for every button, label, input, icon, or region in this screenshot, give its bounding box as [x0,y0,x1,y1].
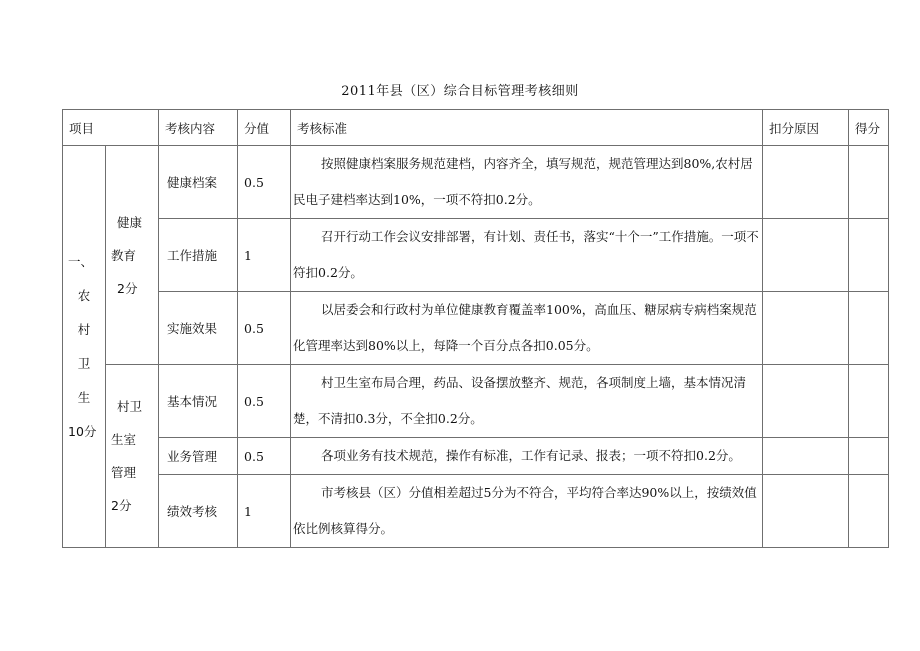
group-line: 健康 [117,214,143,230]
standard-text: 村卫生室布局合理，药品、设备摆放整齐、规范，各项制度上墙，基本情况清楚，不清扣0.3分，不全扣0.2分。 [293,375,747,426]
group-cell-health-education [106,146,159,365]
score-cell: 1 [238,475,291,548]
group-line: 教育 [111,247,137,263]
standard-cell [291,146,763,219]
header-deduction-reason: 扣分原因 [763,110,849,146]
score-cell: 0.5 [238,438,291,475]
header-standard: 考核标准 [291,110,763,146]
table-row [63,365,889,438]
score-cell: 0.5 [238,146,291,219]
category-cell [63,146,106,548]
standard-cell [291,475,763,548]
content-cell: 业务管理 [159,438,238,475]
header-score: 分值 [238,110,291,146]
standard-cell [291,219,763,292]
standard-text: 召开行动工作会议安排部署，有计划、责任书，落实“十个一”工作措施。一项不符扣0.2分。 [293,229,759,280]
standard-text: 市考核县（区）分值相差超过5分为不符合，平均符合率达90%以上，按绩效值依比例核算得分。 [293,485,757,536]
content-cell: 基本情况 [159,365,238,438]
standard-cell [291,365,763,438]
header-item: 项目 [63,110,159,146]
content-cell: 实施效果 [159,292,238,365]
deduction-reason-cell[interactable] [763,365,849,438]
table-row [63,438,889,475]
score-cell: 0.5 [238,292,291,365]
deduction-reason-cell[interactable] [763,219,849,292]
table-row [63,475,889,548]
header-row [63,110,889,146]
score-cell: 0.5 [238,365,291,438]
points-cell[interactable] [849,219,889,292]
content-cell: 健康档案 [159,146,238,219]
deduction-reason-cell[interactable] [763,475,849,548]
group-line: 2分 [111,498,132,513]
deduction-reason-cell[interactable] [763,146,849,219]
document-title: 2011年县（区）综合目标管理考核细则 [341,84,579,99]
standard-cell [291,438,763,475]
content-cell: 绩效考核 [159,475,238,548]
category-line: 一、 [68,253,94,269]
score-cell: 1 [238,219,291,292]
header-points: 得分 [849,110,889,146]
category-line: 10分 [68,423,97,439]
standard-text: 按照健康档案服务规范建档，内容齐全，填写规范，规范管理达到80%,农村居民电子建档率达到10%，一项不符扣0.2分。 [293,156,753,207]
table-row [63,219,889,292]
points-cell[interactable] [849,146,889,219]
table-row [63,292,889,365]
standard-text: 以居委会和行政村为单位健康教育覆盖率100%，高血压、糖尿病专病档案规范化管理率达到80%以上，每降一个百分点各扣0.05分。 [293,302,757,353]
points-cell[interactable] [849,365,889,438]
category-line: 农 [77,287,91,303]
category-line: 卫 [77,355,91,371]
deduction-reason-cell[interactable] [763,292,849,365]
standard-cell [291,292,763,365]
group-cell-clinic-management [106,365,159,548]
points-cell[interactable] [849,438,889,475]
group-line: 村卫 [117,399,143,414]
points-cell[interactable] [849,292,889,365]
group-line: 2分 [117,280,138,296]
assessment-table [62,109,889,548]
content-cell: 工作措施 [159,219,238,292]
group-line: 管理 [111,465,137,480]
header-content: 考核内容 [159,110,238,146]
category-line: 村 [77,321,91,337]
deduction-reason-cell[interactable] [763,438,849,475]
standard-text: 各项业务有技术规范，操作有标准，工作有记录、报表；一项不符扣0.2分。 [321,448,741,463]
group-line: 生室 [111,432,137,447]
points-cell[interactable] [849,475,889,548]
table-row [63,146,889,219]
category-line: 生 [77,389,91,405]
